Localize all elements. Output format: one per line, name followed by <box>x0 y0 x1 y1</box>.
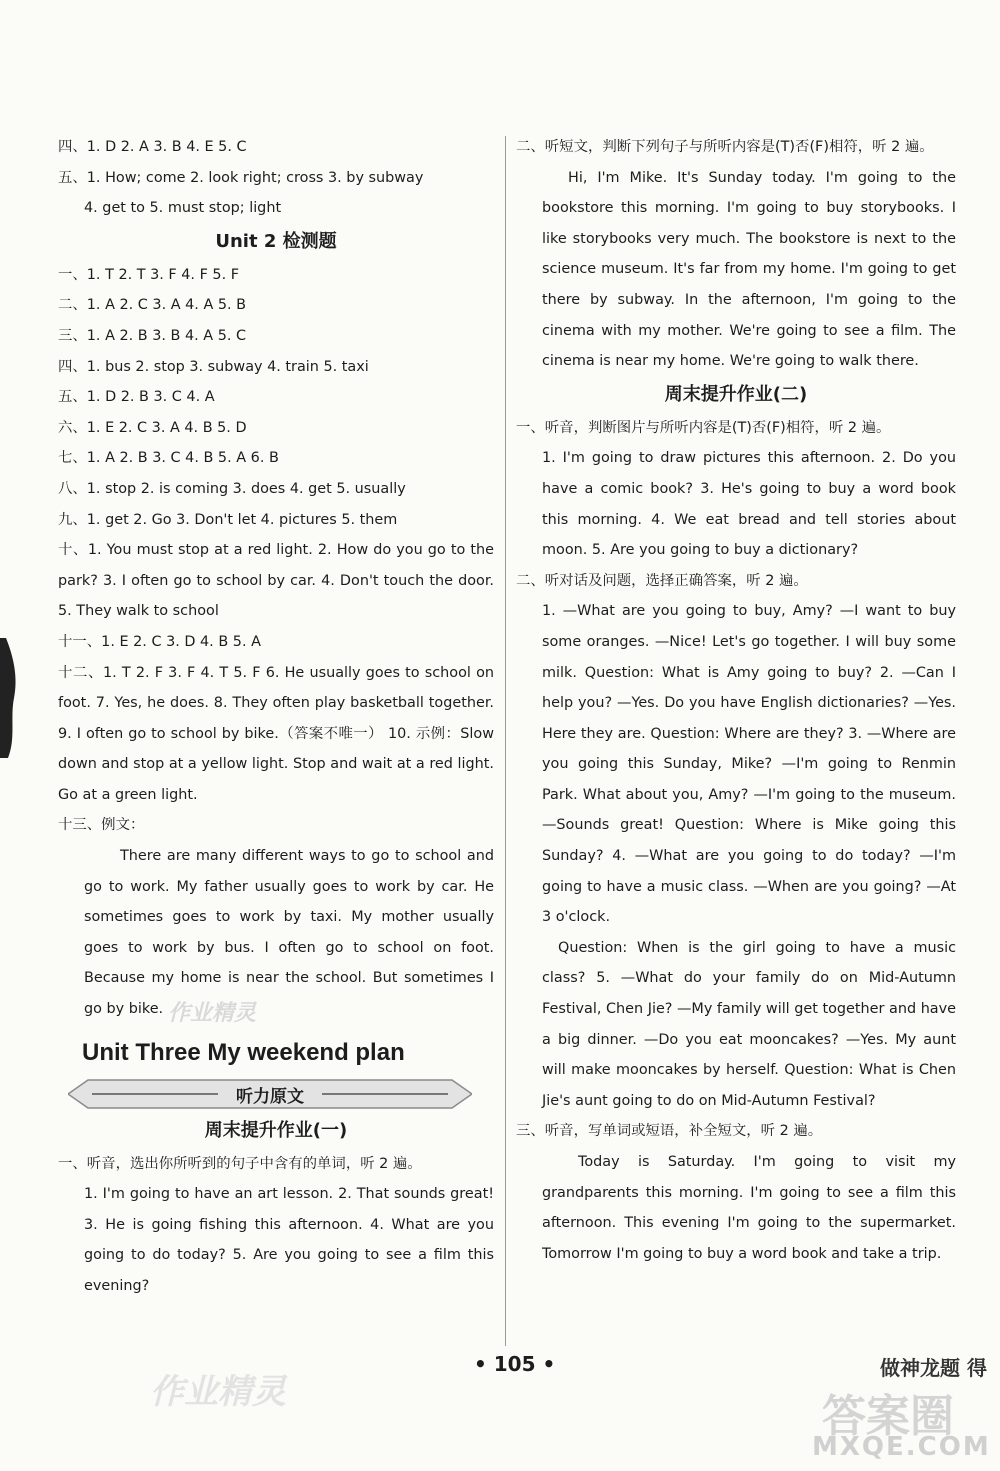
unit-three-title: Unit Three My weekend plan <box>82 1038 405 1066</box>
watermark: 作业精灵 <box>168 1001 257 1026</box>
left-column <box>58 132 494 1302</box>
answer-line: 三、1. A 2. B 3. B 4. A 5. C <box>58 327 247 344</box>
watermark: 作业精灵 <box>150 1372 286 1412</box>
answer-line: 四、1. bus 2. stop 3. subway 4. train 5. taxi <box>58 358 369 375</box>
answer-line: 五、1. D 2. B 3. C 4. A <box>58 389 215 406</box>
transcript-text: Hi, I'm Mike. It's Sunday today. I'm going to the bookstore this morning. I'm going to buy storybooks. I like storybooks very much. The bookstore is next to the science museum. It's far from my home. I'm going to get there by subway. In the afternoon, I'm going to the cinema with my mother. We're going to see a film. The cinema is near my home. We're going to walk there. <box>542 169 956 370</box>
answer-line: 4. get to 5. must stop; light <box>84 200 282 217</box>
transcript-text: 1. —What are you going to buy, Amy? —I want to buy some oranges. —Nice! Let's go together. I will buy some milk. Question: What is Amy going to buy? 2. —Can I help you? —Yes. Do you have English dictionaries? —Yes. Here they are. Question: Where are they? 3. —Where are you going this Sunday, Mike? —I'm going to Renmin Park. What about you, Amy? —I'm going to the museum. —Sounds great! Question: Where is Mike going this Sunday? 4. —What are you going to do today? —I'm going to have a music class. —When are you going? —At 3 o'clock. <box>542 603 956 926</box>
page-number: • 105 • <box>474 1352 556 1376</box>
transcript-text: 1. I'm going to have an art lesson. 2. That sounds great! 3. He is going fishing this afternoon. 4. What are you going to do today? 5. Are you going to see a film this evening? <box>84 1186 494 1294</box>
unit2-heading: Unit 2 检测题 <box>215 230 337 252</box>
banner-label: 听力原文 <box>236 1086 304 1107</box>
answer-q10: 十、1. You must stop at a red light. 2. How do you go to the park? 3. I often go to school by car. 4. Don't touch the door. 5. They walk to school <box>58 542 494 620</box>
answer-line: 八、1. stop 2. is coming 3. does 4. get 5. usually <box>58 480 406 497</box>
answer-line: 一、1. T 2. T 3. F 4. F 5. F <box>58 266 240 283</box>
answer-line: 二、1. A 2. C 3. A 4. A 5. B <box>58 297 247 314</box>
answer-q12: 十二、1. T 2. F 3. F 4. T 5. F 6. He usually goes to school on foot. 7. Yes, he does. 8. They often play basketball together. 9. I often go to school by bike.（答案不唯一） 10. 示例：Slow down and stop at a yellow light. Stop and wait at a red light. Go at a green light. <box>58 664 494 803</box>
question-instruction: 二、听短文，判断下列句子与所听内容是(T)否(F)相符，听 2 遍。 <box>516 139 934 155</box>
weekend1-heading: 周末提升作业(一) <box>204 1119 348 1141</box>
question-instruction: 一、听音，判断图片与所听内容是(T)否(F)相符，听 2 遍。 <box>516 419 891 436</box>
sample-essay: There are many different ways to go to school and go to work. My father usually goes to work by car. He sometimes goes to work by taxi. My mother usually goes to work by bus. I often go to school on foot. Because my home is near the school. But sometimes I go by bike. <box>84 848 494 1018</box>
transcript-text: Question: When is the girl going to have a music class? 5. —What do your family do on Mid-Autumn Festival, Chen Jie? —My family will get together and have a big dinner. —Do you eat mooncakes? —Yes. My aunt will make mooncakes by herself. Question: What is Chen Jie's aunt going to do on Mid-Autumn Festival? <box>542 939 956 1109</box>
binding-mark-icon <box>0 638 22 758</box>
watermark: 答案圈 <box>822 1391 954 1442</box>
answer-line: 六、1. E 2. C 3. A 4. B 5. D <box>58 419 247 436</box>
listening-banner <box>68 1077 472 1111</box>
answer-line: 五、1. How; come 2. look right; cross 3. by subway <box>58 169 424 186</box>
answer-q13-label: 十三、例文： <box>58 817 145 834</box>
right-column <box>516 132 956 1269</box>
transcript-text: Today is Saturday. I'm going to visit my grandparents this morning. I'm going to see a film this afternoon. This evening I'm going to the supermarket. Tomorrow I'm going to buy a word book and take a trip. <box>542 1154 956 1262</box>
answer-line: 四、1. D 2. A 3. B 4. E 5. C <box>58 139 247 155</box>
brand-text: 做神龙题 得 <box>880 1356 987 1380</box>
column-divider <box>505 136 506 1346</box>
watermark: MXQE.COM <box>812 1432 991 1462</box>
question-instruction: 一、听音，选出你所听到的句子中含有的单词，听 2 遍。 <box>58 1155 422 1172</box>
question-instruction: 三、听音，写单词或短语，补全短文，听 2 遍。 <box>516 1123 823 1140</box>
answer-line: 九、1. get 2. Go 3. Don't let 4. pictures 5. them <box>58 511 398 528</box>
weekend2-heading: 周末提升作业(二) <box>664 383 808 405</box>
answer-q11: 十一、1. E 2. C 3. D 4. B 5. A <box>58 633 261 650</box>
transcript-text: 1. I'm going to draw pictures this afternoon. 2. Do you have a comic book? 3. He's going to buy a word book this morning. 4. We eat bread and tell stories about moon. 5. Are you going to buy a dictionary? <box>542 450 956 559</box>
answer-line: 七、1. A 2. B 3. C 4. B 5. A 6. B <box>58 450 279 467</box>
question-instruction: 二、听对话及问题，选择正确答案，听 2 遍。 <box>516 572 808 589</box>
